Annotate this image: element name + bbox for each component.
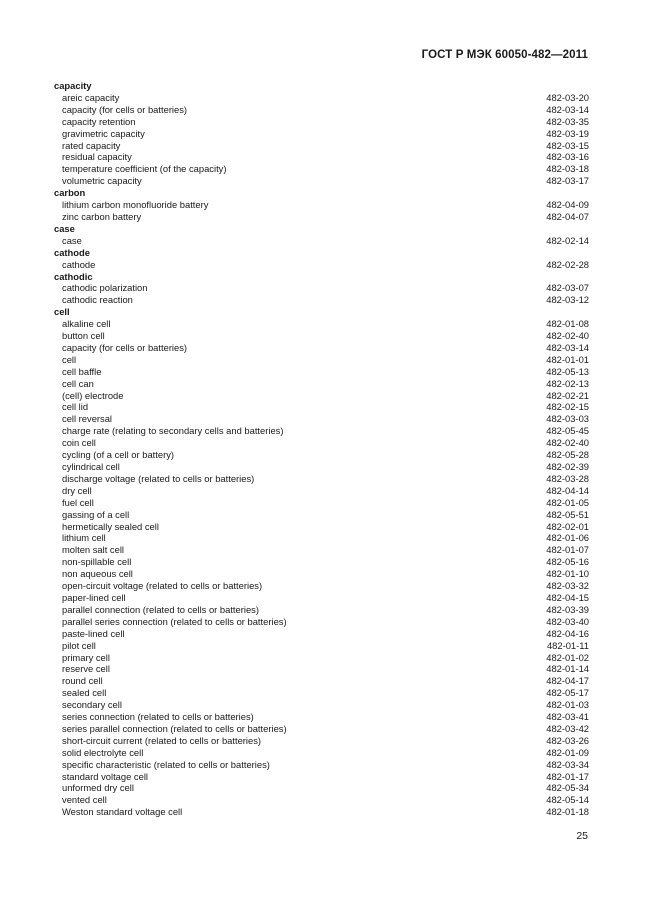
index-entry [54, 366, 589, 378]
index-entry [54, 318, 589, 330]
index-term: cell baffle [62, 365, 102, 377]
index-entry [54, 628, 589, 640]
index-code: 482-03-42 [546, 722, 589, 734]
index-entry [54, 104, 589, 116]
index-entry [54, 782, 589, 794]
index-term: charge rate (relating to secondary cells and batteries) [62, 425, 284, 437]
index-term: round cell [62, 675, 103, 687]
index-entry [54, 342, 589, 354]
term-index [54, 80, 589, 818]
index-term: pilot cell [62, 639, 96, 651]
index-entry [54, 461, 589, 473]
index-entry [54, 604, 589, 616]
index-entry [54, 616, 589, 628]
index-code: 482-01-11 [546, 639, 589, 651]
index-entry [54, 640, 589, 652]
index-term: cathode [62, 258, 96, 270]
index-code: 482-04-17 [546, 675, 589, 687]
index-entry [54, 497, 589, 509]
index-code: 482-04-09 [546, 199, 589, 211]
index-entry [54, 294, 589, 306]
index-entry [54, 199, 589, 211]
index-code: 482-05-17 [546, 687, 589, 699]
index-term: cell [62, 353, 77, 365]
index-term: secondary cell [62, 699, 122, 711]
index-term: zinc carbon battery [62, 210, 142, 222]
index-entry [54, 449, 589, 461]
index-entry [54, 128, 589, 140]
index-term: residual capacity [62, 151, 132, 163]
index-entry [54, 509, 589, 521]
index-code: 482-01-05 [546, 496, 589, 508]
index-code: 482-03-40 [546, 615, 589, 627]
index-code: 482-03-34 [546, 758, 589, 770]
index-entry [54, 568, 589, 580]
index-term: gravimetric capacity [62, 127, 145, 139]
index-code: 482-04-15 [546, 591, 589, 603]
index-entry [54, 485, 589, 497]
index-entry [54, 282, 589, 294]
index-term: short-circuit current (related to cells or batteries) [62, 734, 262, 746]
index-term: molten salt cell [62, 544, 125, 556]
index-code: 482-04-14 [546, 484, 589, 496]
index-entry [54, 425, 589, 437]
index-code: 482-05-34 [546, 782, 589, 794]
index-term: volumetric capacity [62, 175, 142, 187]
index-code: 482-03-32 [546, 580, 589, 592]
index-code: 482-01-17 [546, 770, 589, 782]
index-code: 482-03-35 [546, 115, 589, 127]
index-code: 482-05-16 [546, 556, 589, 568]
index-heading [54, 271, 589, 283]
index-term: cycling (of a cell or battery) [62, 449, 175, 461]
index-term: cathodic polarization [62, 282, 148, 294]
index-code: 482-05-51 [546, 508, 589, 520]
index-entry [54, 580, 589, 592]
index-entry [54, 163, 589, 175]
index-entry [54, 699, 589, 711]
index-heading [54, 223, 589, 235]
index-entry [54, 354, 589, 366]
index-entry [54, 687, 589, 699]
index-heading [54, 247, 589, 259]
index-term: paper-lined cell [62, 591, 126, 603]
index-code: 482-02-28 [546, 258, 589, 270]
index-code: 482-02-15 [546, 401, 589, 413]
index-term: gassing of a cell [62, 508, 130, 520]
index-code: 482-03-39 [546, 603, 589, 615]
index-entry [54, 116, 589, 128]
index-term: hermetically sealed cell [62, 520, 159, 532]
index-heading [54, 80, 589, 92]
index-entry [54, 140, 589, 152]
index-entry [54, 747, 589, 759]
index-code: 482-03-07 [546, 282, 589, 294]
index-entry [54, 521, 589, 533]
index-term: standard voltage cell [62, 770, 148, 782]
index-code: 482-03-14 [546, 341, 589, 353]
index-term: paste-lined cell [62, 627, 125, 639]
index-entry [54, 794, 589, 806]
index-code: 482-02-01 [546, 520, 589, 532]
index-term: capacity (for cells or batteries) [62, 341, 188, 353]
index-term: parallel connection (related to cells or batteries) [62, 603, 259, 615]
index-term: series connection (related to cells or batteries) [62, 711, 254, 723]
index-term: button cell [62, 330, 105, 342]
index-code: 482-04-07 [546, 210, 589, 222]
index-code: 482-03-18 [546, 163, 589, 175]
index-term: vented cell [62, 794, 107, 806]
index-code: 482-03-26 [546, 734, 589, 746]
index-term: solid electrolyte cell [62, 746, 144, 758]
index-term: parallel series connection (related to cells or batteries) [62, 615, 287, 627]
index-code: 482-02-40 [546, 437, 589, 449]
index-term: unformed dry cell [62, 782, 134, 794]
index-term: non-spillable cell [62, 556, 132, 568]
index-entry [54, 675, 589, 687]
index-term: alkaline cell [62, 318, 111, 330]
index-entry [54, 759, 589, 771]
index-term: sealed cell [62, 687, 107, 699]
index-code: 482-01-09 [546, 746, 589, 758]
index-code: 482-05-28 [546, 449, 589, 461]
index-entry [54, 437, 589, 449]
index-entry [54, 723, 589, 735]
index-code: 482-01-10 [546, 568, 589, 580]
index-term: case [62, 234, 82, 246]
index-code: 482-03-17 [546, 175, 589, 187]
index-entry [54, 235, 589, 247]
index-entry [54, 259, 589, 271]
index-code: 482-04-16 [546, 627, 589, 639]
index-term: reserve cell [62, 663, 110, 675]
index-code: 482-03-19 [546, 127, 589, 139]
index-entry [54, 378, 589, 390]
index-term: fuel cell [62, 496, 94, 508]
index-heading [54, 187, 589, 199]
index-entry [54, 663, 589, 675]
index-term: non aqueous cell [62, 568, 133, 580]
index-heading-label: cell [54, 306, 70, 318]
index-code: 482-01-06 [546, 532, 589, 544]
index-term: open-circuit voltage (related to cells or batteries) [62, 580, 263, 592]
index-entry [54, 771, 589, 783]
index-code: 482-02-39 [546, 461, 589, 472]
index-code: 482-05-13 [546, 365, 589, 377]
index-term: lithium cell [62, 532, 106, 544]
index-term: rated capacity [62, 139, 121, 151]
index-term: cylindrical cell [62, 461, 120, 472]
index-code: 482-03-28 [546, 472, 589, 484]
index-code: 482-01-07 [546, 544, 589, 556]
index-term: cell reversal [62, 413, 113, 425]
index-code: 482-03-41 [546, 711, 589, 723]
index-entry [54, 211, 589, 223]
index-entry [54, 532, 589, 544]
index-heading-label: capacity [54, 80, 92, 91]
index-entry [54, 473, 589, 485]
index-code: 482-02-21 [546, 389, 589, 401]
index-term: lithium carbon monofluoride battery [62, 199, 209, 211]
index-term: series parallel connection (related to cells or batteries) [62, 722, 287, 734]
index-entry [54, 556, 589, 568]
index-heading-label: carbon [54, 187, 86, 199]
index-code: 482-01-02 [546, 651, 589, 663]
index-code: 482-05-14 [546, 794, 589, 806]
index-code: 482-02-14 [546, 234, 589, 246]
index-entry [54, 592, 589, 604]
index-code: 482-03-12 [546, 294, 589, 306]
index-code: 482-03-20 [546, 91, 589, 103]
index-heading-label: case [54, 222, 75, 234]
index-entry [54, 390, 589, 402]
index-code: 482-02-40 [546, 330, 589, 342]
index-code: 482-01-03 [546, 699, 589, 711]
index-entry [54, 806, 589, 818]
index-term: primary cell [62, 651, 110, 663]
index-code: 482-01-08 [546, 318, 589, 330]
index-entry [54, 330, 589, 342]
index-term: capacity retention [62, 115, 136, 127]
index-term: cell lid [62, 401, 89, 413]
document-header: ГОСТ Р МЭК 60050-482—2011 [421, 49, 588, 61]
index-entry [54, 544, 589, 556]
index-entry [54, 711, 589, 723]
index-heading-label: cathodic [54, 270, 93, 282]
index-code: 482-01-14 [546, 663, 589, 675]
index-code: 482-02-13 [546, 377, 589, 389]
index-code: 482-03-14 [546, 103, 589, 115]
index-term: Weston standard voltage cell [62, 806, 183, 818]
index-term: cathodic reaction [62, 294, 133, 306]
index-term: specific characteristic (related to cells or batteries) [62, 758, 270, 770]
index-term: temperature coefficient (of the capacity) [62, 163, 227, 175]
index-term: capacity (for cells or batteries) [62, 103, 188, 115]
index-code: 482-03-16 [546, 151, 589, 163]
index-code: 482-05-45 [546, 425, 589, 437]
index-entry [54, 175, 589, 187]
index-entry [54, 735, 589, 747]
index-code: 482-03-03 [546, 413, 589, 425]
index-term: coin cell [62, 437, 96, 449]
index-code: 482-01-18 [546, 806, 589, 818]
index-heading [54, 306, 589, 318]
index-heading-label: cathode [54, 246, 90, 258]
index-entry [54, 413, 589, 425]
index-code: 482-01-01 [546, 353, 589, 365]
index-entry [54, 401, 589, 413]
index-term: (cell) electrode [62, 389, 124, 401]
index-term: dry cell [62, 484, 92, 496]
index-entry [54, 652, 589, 664]
index-term: cell can [62, 377, 94, 389]
index-term: discharge voltage (related to cells or batteries) [62, 472, 255, 484]
page-number: 25 [576, 830, 588, 842]
index-entry [54, 92, 589, 104]
index-term: areic capacity [62, 91, 120, 103]
index-code: 482-03-15 [546, 139, 589, 151]
index-entry [54, 151, 589, 163]
